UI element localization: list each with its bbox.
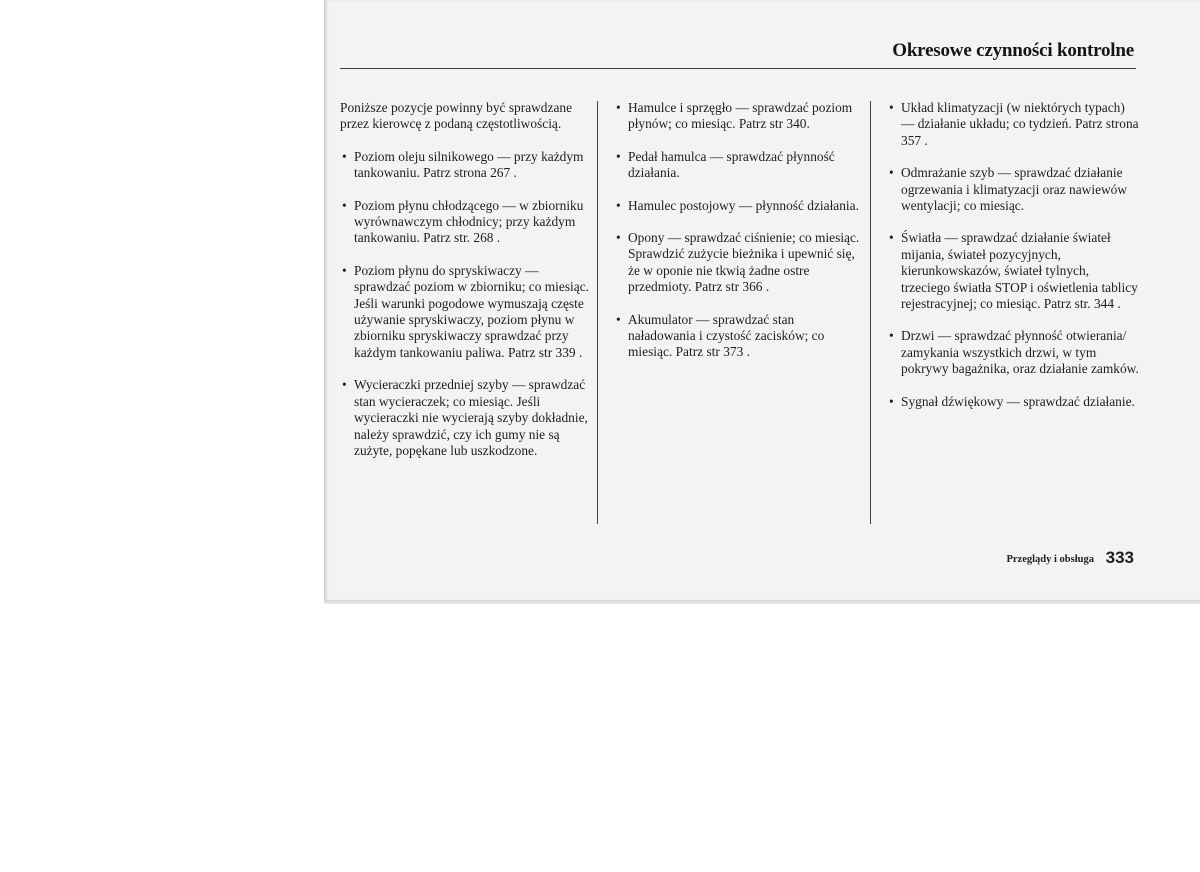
bullet-icon: • bbox=[342, 377, 347, 393]
list-item bbox=[887, 230, 1139, 312]
bullet-icon: • bbox=[342, 262, 347, 278]
list-item-text: Odmrażanie szyb — sprawdzać działanie ogrzewania i klimatyzacji oraz nawiewów wentylacji; co miesiąc. bbox=[901, 165, 1128, 214]
bullet-icon: • bbox=[889, 393, 894, 409]
list-item bbox=[887, 165, 1139, 214]
list-item bbox=[887, 394, 1139, 410]
list-item-text: Poziom oleju silnikowego — przy każdym tankowaniu. Patrz strona 267 . bbox=[354, 148, 584, 181]
list-item bbox=[887, 328, 1139, 377]
bullet-icon: • bbox=[616, 197, 621, 213]
bullet-icon: • bbox=[889, 230, 894, 246]
page-title: Okresowe czynności kontrolne bbox=[892, 40, 1134, 61]
intro-text: Poniższe pozycje powinny być sprawdzane przez kierowcę z podaną częstotliwością. bbox=[340, 100, 573, 132]
list-item bbox=[887, 100, 1139, 149]
page-number: 333 bbox=[1105, 548, 1134, 567]
page-edge bbox=[324, 600, 1200, 604]
list-item-text: Poziom płynu chłodzącego — w zbiorniku wyrównawczym chłodnicy; przy każdym tankowaniu. Patrz str. 268 . bbox=[354, 197, 584, 246]
list-item-text: Sygnał dźwiękowy — sprawdzać działanie. bbox=[901, 393, 1135, 409]
list-item bbox=[340, 263, 592, 361]
list-item bbox=[340, 377, 592, 459]
list-item bbox=[614, 230, 864, 296]
list-item-text: Hamulce i sprzęgło — sprawdzać poziom płynów; co miesiąc. Patrz str 340. bbox=[628, 100, 853, 132]
list-item-text: Światła — sprawdzać działanie świateł mijania, świateł pozycyjnych, kierunkowskazów, świateł tylnych, trzeciego światła STOP i oświetlenia tablicy rejestracyjnej; co miesiąc. Patrz str. 344 . bbox=[901, 230, 1138, 312]
column-divider-2 bbox=[870, 101, 871, 524]
column-2 bbox=[614, 100, 864, 377]
bullet-icon: • bbox=[342, 148, 347, 164]
list-item bbox=[340, 149, 592, 182]
list-item bbox=[614, 149, 864, 182]
list-item-text: Hamulec postojowy — płynność działania. bbox=[628, 197, 859, 213]
bullet-icon: • bbox=[616, 148, 621, 164]
bullet-icon: • bbox=[889, 328, 894, 344]
bullet-icon: • bbox=[616, 230, 621, 246]
list-item bbox=[614, 100, 864, 133]
list-item bbox=[614, 198, 864, 214]
header-rule bbox=[340, 68, 1136, 69]
bullet-icon: • bbox=[889, 100, 894, 115]
bullet-icon: • bbox=[616, 100, 621, 115]
list-item-text: Wycieraczki przedniej szyby — sprawdzać stan wycieraczek; co miesiąc. Jeśli wycieraczki nie wycierają szyby dokładnie, należy sprawdzić, czy ich gumy nie są zużyte, popękane lub uszkodzone. bbox=[354, 377, 588, 458]
column-3 bbox=[887, 100, 1139, 426]
list-item bbox=[340, 198, 592, 247]
list-item-text: Układ klimatyzacji (w niektórych typach) — działanie układu; co tydzień. Patrz strona 357 . bbox=[901, 100, 1139, 148]
list-item bbox=[614, 312, 864, 361]
column-divider-1 bbox=[597, 101, 598, 524]
list-item-text: Pedał hamulca — sprawdzać płynność działania. bbox=[628, 148, 835, 181]
footer-section-name: Przeglądy i obsługa bbox=[1006, 554, 1094, 565]
list-item-text: Opony — sprawdzać ciśnienie; co miesiąc. Sprawdzić zużycie bieżnika i upewnić się, że w oponie nie tkwią żadne ostre przedmioty. Patrz str 366 . bbox=[628, 230, 860, 295]
column-1 bbox=[340, 100, 592, 475]
list-item-text: Poziom płynu do spryskiwaczy — sprawdzać poziom w zbiorniku; co miesiąc. Jeśli warunki pogodowe wymuszają częste używanie spryskiwaczy, poziom płynu w zbiorniku spryskiwaczy sprawdzać przy każdym tankowaniu paliwa. Patrz str 339 . bbox=[354, 262, 590, 360]
bullet-icon: • bbox=[616, 311, 621, 327]
list-item-text: Akumulator — sprawdzać stan naładowania i czystość zacisków; co miesiąc. Patrz str 373 . bbox=[628, 311, 825, 360]
list-item-text: Drzwi — sprawdzać płynność otwierania/ zamykania wszystkich drzwi, w tym pokrywy bagażnika, oraz działanie zamków. bbox=[901, 328, 1139, 377]
bullet-icon: • bbox=[342, 197, 347, 213]
bullet-icon: • bbox=[889, 165, 894, 181]
